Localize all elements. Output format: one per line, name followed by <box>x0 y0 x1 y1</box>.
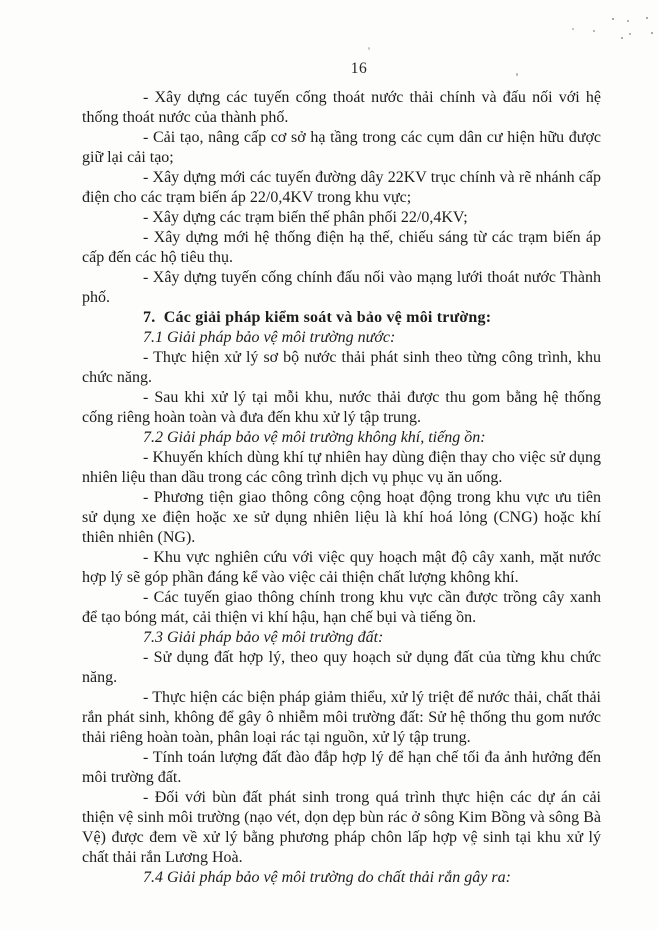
paragraph-green-density: - Khu vực nghiên cứu với việc quy hoạch mật độ cây xanh, mặt nước hợp lý sẽ góp phần đáng kể vào việc cải thiện chất lượng không khí. <box>82 549 601 586</box>
paragraph-earthworks: - Tính toán lượng đất đào đắp hợp lý để hạn chế tối đa ảnh hưởng đến môi trường đất. <box>82 749 601 786</box>
heading-7-3-soil: 7.3 Giải pháp bảo vệ môi trường đất: <box>143 629 384 646</box>
paragraph-22kv-lines: - Xây dựng mới các tuyến đường dây 22KV trục chính và rẽ nhánh cấp điện cho các trạm biến áp 22/0,4KV trong khu vực; <box>82 169 601 206</box>
paragraph-low-voltage-lighting: - Xây dựng mới hệ thống điện hạ thế, chiếu sáng từ các trạm biến áp cấp đến các hộ tiêu thụ. <box>82 229 601 266</box>
paragraph-natural-gas-encourage: - Khuyến khích dùng khí tự nhiên hay dùng điện thay cho việc sử dụng nhiên liệu than dầu trong các công trình dịch vụ phục vụ ăn uống. <box>82 449 601 486</box>
heading-section-7: 7. Các giải pháp kiểm soát và bảo vệ môi trường: <box>143 309 492 326</box>
paragraph-substations: - Xây dựng các trạm biến thế phân phối 22/0,4KV; <box>143 209 468 226</box>
paragraph-public-transport-fuel: - Phương tiện giao thông công cộng hoạt động trong khu vực ưu tiên sử dụng xe điện hoặc xe sử dụng nhiên liệu là khí hoá lỏng (CNG) hoặc khí thiên nhiên (NG). <box>82 489 601 546</box>
paragraph-main-sewer-connection: - Xây dựng tuyến cống chính đấu nối vào mạng lưới thoát nước Thành phố. <box>82 269 601 306</box>
scan-noise-dots <box>612 18 614 20</box>
paragraph-dredged-sludge: - Đối với bùn đất phát sinh trong quá trình thực hiện các dự án cải thiện vệ sinh môi trường (nạo vét, dọn dẹp bùn rác ở sông Kim Bồng và sông Bà Vệ) được đem về xử lý bằng phương pháp chôn lấp hợp vệ sinh tại khu xử lý chất thải rắn Lương Hoà. <box>82 789 601 866</box>
heading-7-1-water: 7.1 Giải pháp bảo vệ môi trường nước: <box>143 329 396 346</box>
paragraph-wastewater-collection: - Sau khi xử lý tại mỗi khu, nước thải được thu gom bằng hệ thống cống riêng hoàn toàn và đưa đến khu xử lý tập trung. <box>82 389 601 426</box>
page-number: 16 <box>350 60 368 77</box>
paragraph-mitigation-measures: - Thực hiện các biện pháp giảm thiểu, xử lý triệt để nước thải, chất thải rắn phát sinh, không để gây ô nhiễm môi trường đất: Sử hệ thống thu gom nước thải riêng hoàn toàn, phân loại rác tại nguồn, xử lý tập trung. <box>82 689 601 746</box>
paragraph-drainage-mains: - Xây dựng các tuyến cống thoát nước thải chính và đấu nối với hệ thống thoát nước của thành phố. <box>82 89 601 126</box>
document-body <box>82 88 601 888</box>
heading-7-4-solid-waste: 7.4 Giải pháp bảo vệ môi trường do chất thải rắn gây ra: <box>143 869 511 886</box>
paragraph-upgrade-infrastructure: - Cải tạo, nâng cấp cơ sở hạ tầng trong các cụm dân cư hiện hữu được giữ lại cải tạo; <box>82 129 601 166</box>
paragraph-street-trees: - Các tuyến giao thông chính trong khu vực cần được trồng cây xanh để tạo bóng mát, cải thiện vi khí hậu, hạn chế bụi và tiếng ồn. <box>82 589 601 626</box>
paragraph-land-use: - Sử dụng đất hợp lý, theo quy hoạch sử dụng đất của từng khu chức năng. <box>82 649 601 686</box>
heading-7-2-air-noise: 7.2 Giải pháp bảo vệ môi trường không khí, tiếng ồn: <box>143 429 486 446</box>
paragraph-preliminary-treatment: - Thực hiện xử lý sơ bộ nước thải phát sinh theo từng công trình, khu chức năng. <box>82 349 601 386</box>
